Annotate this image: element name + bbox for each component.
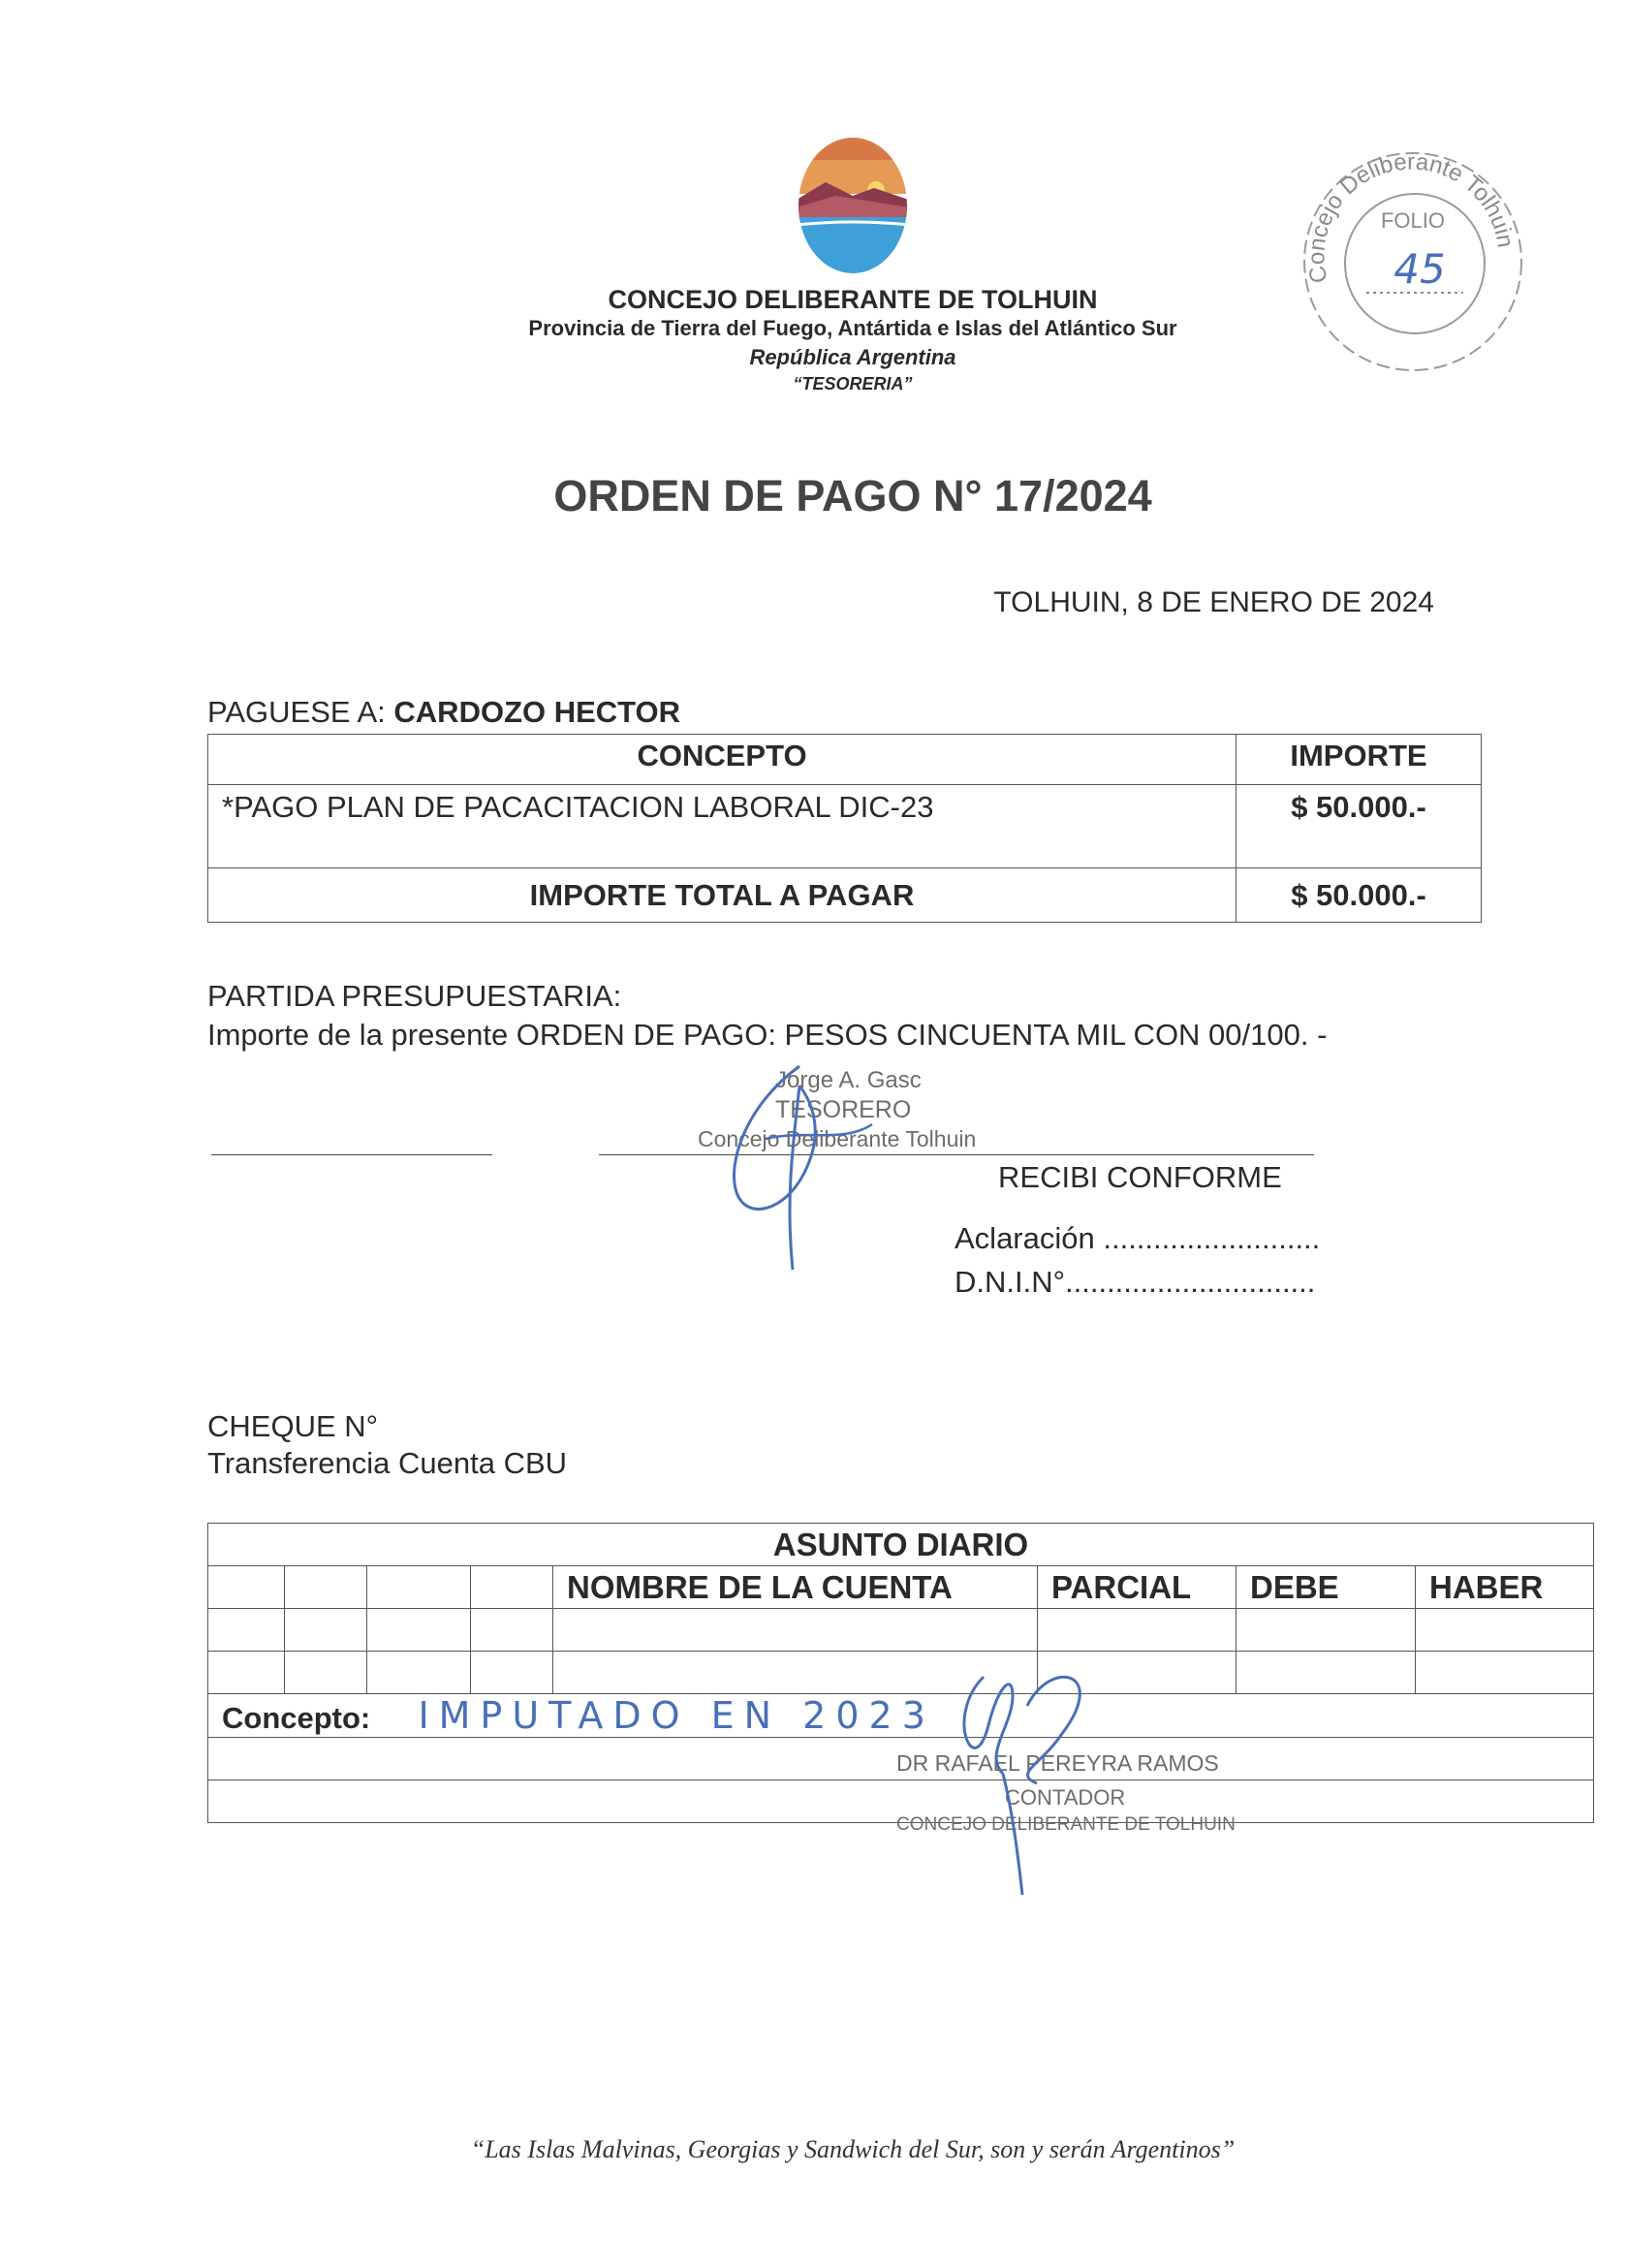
department-name: “TESORERIA”: [793, 374, 913, 394]
institution-name: CONCEJO DELIBERANTE DE TOLHUIN: [608, 285, 1098, 314]
treasurer-role: TESORERO: [775, 1096, 912, 1123]
amount-in-words: Importe de la presente ORDEN DE PAGO: PESOS CINCUENTA MIL CON 00/100. -: [207, 1018, 1328, 1052]
institution-logo: [797, 136, 909, 276]
page-title: ORDEN DE PAGO N° 17/2024: [553, 471, 1152, 520]
debit-header: DEBE: [1237, 1566, 1416, 1609]
folio-label: FOLIO: [1380, 208, 1446, 233]
dni-field: D.N.I.N°..............................: [955, 1265, 1316, 1299]
partial-header: PARCIAL: [1038, 1566, 1237, 1609]
province-name: Provincia de Tierra del Fuego, Antártida e Islas del Atlántico Sur: [528, 316, 1177, 340]
table-row: [208, 785, 1482, 868]
accountant-org: CONCEJO DELIBERANTE DE TOLHUIN: [896, 1814, 1236, 1835]
receipt-title: RECIBI CONFORME: [998, 1160, 1282, 1194]
payee-line: [207, 695, 680, 730]
folio-stamp: [1289, 136, 1541, 388]
country-name: República Argentina: [749, 345, 956, 369]
receipt-signature-line: [988, 1154, 1314, 1155]
folio-ring-text: Concejo Deliberante Tolhuin: [1303, 148, 1518, 286]
concept-label: Concepto:: [222, 1701, 371, 1735]
document-date: TOLHUIN, 8 DE ENERO DE 2024: [993, 586, 1434, 618]
treasurer-name: Jorge A. Gasc: [775, 1067, 922, 1093]
table-row: [208, 1609, 1594, 1652]
account-name-header: NOMBRE DE LA CUENTA: [553, 1566, 1038, 1609]
amount-cell: $ 50.000.-: [1237, 785, 1482, 868]
accountant-signature: [945, 1667, 1139, 1900]
accountant-name: DR RAFAEL PEREYRA RAMOS: [896, 1750, 1219, 1776]
clarification-field: Aclaración ..........................: [955, 1221, 1321, 1255]
table-row: [208, 1652, 1594, 1694]
credit-header: HABER: [1416, 1566, 1594, 1609]
payee-label: PAGUESE A:: [207, 695, 386, 729]
treasurer-org: Concejo Deliberante Tolhuin: [698, 1126, 977, 1151]
transfer-label: Transferencia Cuenta CBU: [207, 1446, 568, 1480]
accountant-role: CONTADOR: [1005, 1785, 1126, 1810]
payment-table: [207, 734, 1482, 923]
handwritten-concept: IMPUTADO EN 2023: [418, 1694, 935, 1737]
signature-line: [211, 1154, 492, 1155]
cheque-label: CHEQUE N°: [207, 1409, 379, 1443]
budget-label: PARTIDA PRESUPUESTARIA:: [207, 979, 622, 1013]
treasurer-signature: [707, 1047, 930, 1279]
folio-number: 45: [1393, 245, 1446, 293]
journal-table: [207, 1523, 1594, 1823]
total-label: IMPORTE TOTAL A PAGAR: [208, 868, 1237, 923]
journal-title: ASUNTO DIARIO: [208, 1524, 1594, 1566]
footer-motto: “Las Islas Malvinas, Georgias y Sandwich del Sur, son y serán Argentinos”: [470, 2135, 1236, 2163]
total-amount: $ 50.000.-: [1237, 868, 1482, 923]
concept-cell: *PAGO PLAN DE PACACITACION LABORAL DIC-23: [208, 785, 1237, 868]
amount-header: IMPORTE: [1237, 735, 1482, 785]
payee-name: CARDOZO HECTOR: [393, 695, 681, 729]
concept-header: CONCEPTO: [208, 735, 1237, 785]
